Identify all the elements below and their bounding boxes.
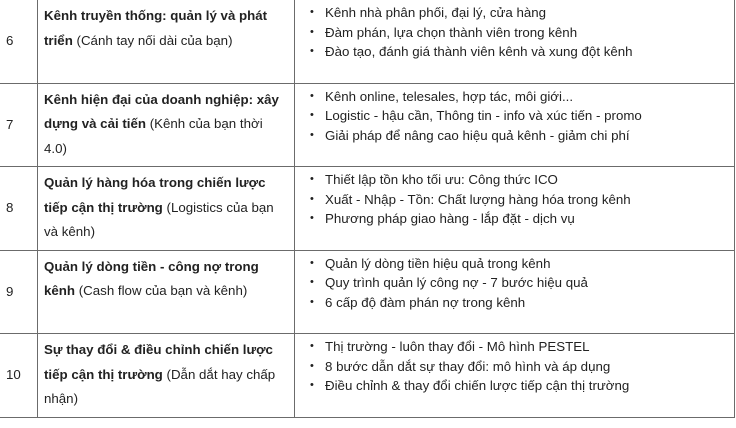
topic-title: Kênh hiện đại của doanh nghiệp: xây dựng và cải tiến xyxy=(44,91,279,131)
bullet-icon: • xyxy=(310,340,314,352)
list-item xyxy=(301,209,728,229)
bullet-icon: • xyxy=(310,45,314,57)
bullet-icon: • xyxy=(310,109,314,121)
bullet-icon: • xyxy=(310,295,314,308)
list-item xyxy=(301,273,728,293)
list-item xyxy=(301,357,728,377)
list-item xyxy=(301,106,728,126)
list-item-text: Quy trình quản lý công nợ - 7 bước hiệu quả xyxy=(325,275,588,290)
bullet-icon: • xyxy=(310,379,314,391)
list-item xyxy=(301,87,728,107)
list-item xyxy=(301,126,728,146)
table-row xyxy=(0,0,735,83)
row-number: 9 xyxy=(0,250,38,334)
list-item-text: Thị trường - luôn thay đổi - Mô hình PESTEL xyxy=(325,339,590,354)
topic-cell xyxy=(38,0,295,83)
topic-cell xyxy=(38,334,295,418)
bullet-icon: • xyxy=(310,173,314,185)
list-item-text: Thiết lập tồn kho tối ưu: Công thức ICO xyxy=(325,172,558,187)
topic-note: (Cánh tay nối dài của bạn) xyxy=(76,32,233,48)
items-cell xyxy=(295,0,735,83)
bullet-icon: • xyxy=(310,276,314,288)
list-item xyxy=(301,337,728,357)
list-item-text: Logistic - hậu cần, Thông tin - info và xúc tiến - promo xyxy=(325,108,642,123)
topic-note: (Dẫn dắt hay chấp nhận) xyxy=(44,366,276,406)
topic-note: (Kênh của bạn thời 4.0) xyxy=(44,116,263,156)
table-row xyxy=(0,334,735,418)
list-item xyxy=(301,293,728,313)
row-number: 7 xyxy=(0,83,38,167)
list-item xyxy=(301,170,728,190)
bullet-icon: • xyxy=(310,89,314,102)
list-item-text: Xuất - Nhập - Tồn: Chất lượng hàng hóa trong kênh xyxy=(325,191,631,207)
item-list xyxy=(301,87,728,146)
list-item xyxy=(301,190,728,210)
list-item-text: Kênh online, telesales, hợp tác, môi giới... xyxy=(325,88,574,104)
list-item-text: Kênh nhà phân phối, đại lý, cửa hàng xyxy=(325,5,547,20)
topic-title: Kênh truyền thống: quản lý và phát triển xyxy=(44,8,268,48)
topic-cell xyxy=(38,167,295,251)
list-item xyxy=(301,3,728,23)
list-item xyxy=(301,254,728,274)
list-item xyxy=(301,23,728,43)
list-item-text: Phương pháp giao hàng - lắp đặt - dịch vụ xyxy=(325,211,575,226)
topic-title: Sự thay đổi & điều chỉnh chiến lược tiếp cận thị trường xyxy=(44,342,273,382)
list-item xyxy=(301,376,728,396)
row-number: 10 xyxy=(0,334,38,418)
items-cell xyxy=(295,334,735,418)
table-row xyxy=(0,250,735,334)
list-item-text: Giải pháp để nâng cao hiệu quả kênh - giảm chi phí xyxy=(325,127,630,143)
topic-note: (Cash flow của bạn và kênh) xyxy=(78,283,248,298)
bullet-icon: • xyxy=(310,359,314,372)
list-item-text: Đào tạo, đánh giá thành viên kênh và xung đột kênh xyxy=(325,44,633,59)
table-row xyxy=(0,167,735,251)
topic-note: (Logistics của bạn và kênh) xyxy=(44,199,274,239)
bullet-icon: • xyxy=(310,212,314,224)
topic-cell xyxy=(38,250,295,334)
item-list xyxy=(301,170,728,229)
items-cell xyxy=(295,250,735,334)
table-row xyxy=(0,83,735,167)
bullet-icon: • xyxy=(310,256,314,269)
topic-cell xyxy=(38,83,295,167)
row-number: 6 xyxy=(0,0,38,83)
item-list xyxy=(301,337,728,396)
topic-title: Quản lý dòng tiền - công nợ trong kênh xyxy=(44,258,259,298)
list-item-text: 8 bước dẫn dắt sự thay đổi: mô hình và áp dụng xyxy=(325,358,611,374)
bullet-icon: • xyxy=(310,128,314,141)
row-number: 8 xyxy=(0,167,38,251)
item-list xyxy=(301,254,728,313)
bullet-icon: • xyxy=(310,192,314,205)
list-item-text: Đàm phán, lựa chọn thành viên trong kênh xyxy=(325,24,578,40)
list-item-text: 6 cấp độ đàm phán nợ trong kênh xyxy=(325,294,526,310)
item-list xyxy=(301,3,728,62)
list-item xyxy=(301,42,728,62)
list-item-text: Quản lý dòng tiền hiệu quả trong kênh xyxy=(325,255,551,271)
bullet-icon: • xyxy=(310,6,314,18)
items-cell xyxy=(295,83,735,167)
items-cell xyxy=(295,167,735,251)
topic-title: Quản lý hàng hóa trong chiến lược tiếp cận thị trường xyxy=(44,175,266,215)
list-item-text: Điều chỉnh & thay đổi chiến lược tiếp cận thị trường xyxy=(325,378,630,393)
bullet-icon: • xyxy=(310,25,314,38)
